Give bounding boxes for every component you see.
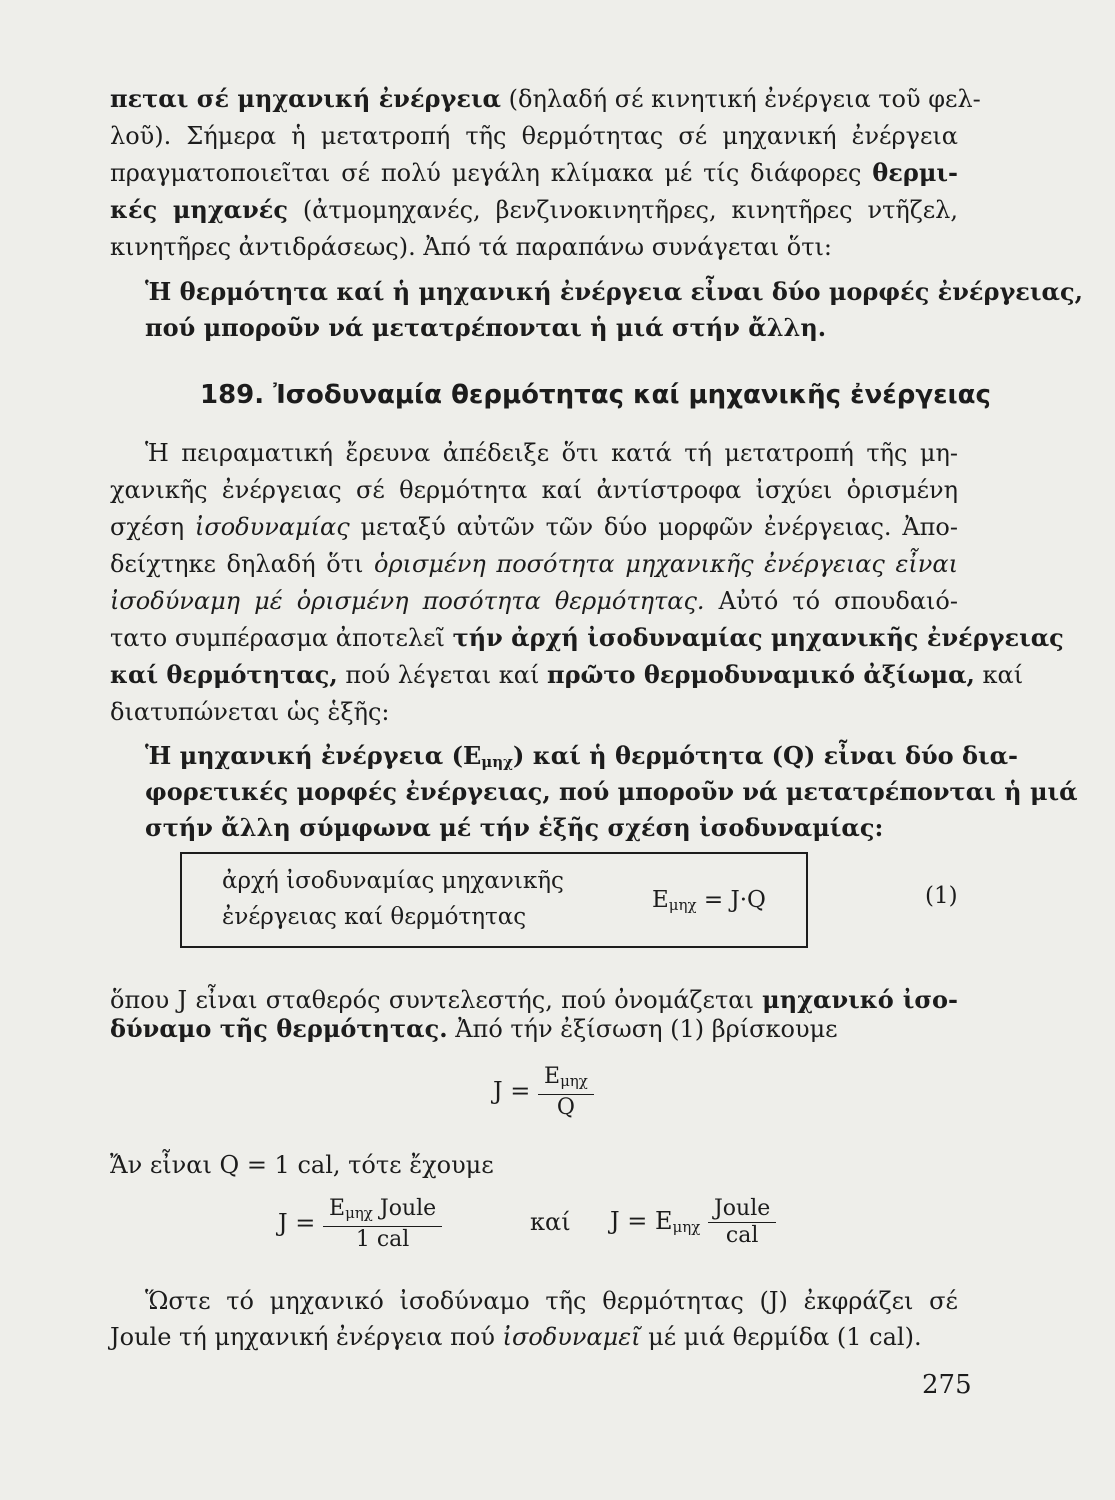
section-heading	[200, 378, 991, 412]
text-line	[110, 623, 1064, 653]
text-span: πραγματοποιεῖται σέ πολύ μεγάλη κλίμακα μέ τίς διάφορες	[110, 159, 873, 187]
subscript: μηχ	[345, 1204, 373, 1222]
text-span: (δηλαδή σέ κινητική ἐνέργεια τοῦ φελ-	[501, 85, 981, 113]
italic-term: ἰσοδυναμίας	[194, 513, 350, 541]
text-span: καί	[974, 661, 1024, 689]
equation	[493, 1064, 594, 1121]
text-span: Ἡ μηχανική ἐνέργεια (E	[145, 741, 482, 770]
principle-statement: φορετικές μορφές ἐνέργειας, πού μποροῦν νά μετατρέπονται ἡ μιά	[145, 777, 1078, 806]
text-line: Ἄν εἶναι Q = 1 cal, τότε ἔχουμε	[110, 1151, 494, 1179]
text-span: μέ μιά θερμίδα (1 cal).	[640, 1323, 922, 1351]
text-line	[110, 1014, 958, 1044]
text-line: κινητῆρες ἀντιδράσεως). Ἀπό τά παραπάνω συνάγεται ὅτι:	[110, 233, 833, 261]
text-line	[110, 586, 958, 616]
page-number: 275	[922, 1370, 972, 1400]
symbol: = J·Q	[696, 887, 766, 913]
principle-statement: Ἡ θερμότητα καί ἡ μηχανική ἐνέργεια εἶναι δύο μορφές ἐνέργειας,	[145, 277, 1083, 306]
equation-number: (1)	[925, 883, 958, 909]
symbol: J =	[493, 1077, 531, 1105]
principle-statement: πού μποροῦν νά μετατρέπονται ἡ μιά στήν ἄλλη.	[145, 313, 827, 342]
subscript: μηχ	[668, 896, 697, 914]
text-line: λοῦ). Σήμερα ἡ μετατροπή τῆς θερμότητας σέ μηχανική ἐνέργεια	[110, 122, 958, 150]
text-line: διατυπώνεται ὡς ἑξῆς:	[110, 698, 390, 726]
subscript: μηχ	[672, 1218, 701, 1236]
equation	[278, 1196, 442, 1253]
italic-term: ὁρισμένη ποσότητα μηχανικῆς ἐνέργειας εἶναι	[374, 550, 958, 578]
text-line	[110, 512, 958, 542]
text-span: πού λέγεται καί	[337, 661, 548, 689]
section-title: Ἰσοδυναμία θερμότητας καί μηχανικῆς ἐνέργειας	[273, 380, 991, 410]
bold-term: θερμι-	[872, 158, 958, 187]
text-span: ) καί ἡ θερμότητα (Q) εἶναι δύο δια-	[513, 741, 1019, 770]
text-span: τατο συμπέρασμα ἀποτελεῖ	[110, 624, 453, 652]
text-line: Ἡ πειραματική ἔρευνα ἀπέδειξε ὅτι κατά τή μετατροπή τῆς μη-	[145, 439, 958, 467]
fraction	[708, 1196, 776, 1249]
denominator: Q	[556, 1095, 575, 1120]
text-line	[110, 1322, 958, 1352]
text-span: Ἀπό τήν ἐξίσωση (1) βρίσκουμε	[447, 1015, 838, 1043]
bold-term: τήν ἀρχή ἰσοδυναμίας μηχανικῆς ἐνέργειας	[452, 623, 1064, 652]
italic-term: ἰσοδυναμεῖ	[502, 1323, 641, 1351]
symbol: E	[329, 1196, 346, 1221]
bold-term: μηχανικό ἰσο-	[762, 985, 958, 1014]
section-number: 189.	[200, 380, 265, 410]
numerator: Joule	[708, 1196, 776, 1223]
numerator	[538, 1064, 594, 1095]
box-caption: ἀρχή ἰσοδυναμίας μηχανικῆς	[222, 868, 564, 894]
formula	[652, 887, 766, 914]
bold-term: κές μηχανές	[110, 195, 288, 224]
equation	[610, 1196, 776, 1249]
text-span: Αὐτό τό σπουδαιό-	[704, 587, 958, 615]
text-line	[110, 84, 981, 114]
subscript: μηχ	[560, 1072, 588, 1090]
text-line	[110, 158, 958, 188]
symbol: J =	[278, 1209, 316, 1237]
text-line	[110, 660, 1024, 690]
subscript: μηχ	[481, 753, 514, 771]
symbol: E	[544, 1064, 561, 1089]
fraction	[323, 1196, 442, 1253]
principle-statement: στήν ἄλλη σύμφωνα μέ τήν ἑξῆς σχέση ἰσοδυναμίας:	[145, 813, 884, 842]
formula-box	[180, 852, 808, 948]
bold-term: πεται σέ μηχανική ἐνέργεια	[110, 84, 502, 113]
text-span: σχέση	[110, 513, 195, 541]
text-line	[110, 195, 958, 225]
italic-term: ἰσοδύναμη μέ ὁρισμένη ποσότητα θερμότητας.	[110, 587, 705, 615]
numerator	[323, 1196, 442, 1227]
text-line: χανικῆς ἐνέργειας σέ θερμότητα καί ἀντίστροφα ἰσχύει ὁρισμένη	[110, 476, 958, 504]
bold-term: δύναμο τῆς θερμότητας.	[110, 1014, 448, 1043]
fraction	[538, 1064, 594, 1121]
denominator: 1 cal	[355, 1227, 410, 1252]
conjunction: καί	[530, 1208, 571, 1236]
denominator: cal	[725, 1223, 759, 1248]
principle-statement	[145, 741, 1019, 777]
unit: Joule	[372, 1196, 437, 1221]
bold-term: πρῶτο θερμοδυναμικό ἀξίωμα,	[547, 660, 975, 689]
symbol: E	[652, 887, 669, 913]
text-span: (ἀτμομηχανές, βενζινοκινητῆρες, κινητῆρες ντῆζελ,	[287, 196, 959, 224]
text-span: μεταξύ αὐτῶν τῶν δύο μορφῶν ἐνέργειας. Ἀπο-	[349, 513, 958, 541]
text-line: Ὥστε τό μηχανικό ἰσοδύναμο τῆς θερμότητας (J) ἐκφράζει σέ	[145, 1287, 958, 1315]
text-line	[110, 549, 958, 579]
bold-term: καί θερμότητας,	[110, 660, 338, 689]
symbol: J = E	[610, 1207, 673, 1235]
text-line	[110, 985, 958, 1015]
box-caption: ἐνέργειας καί θερμότητας	[222, 904, 527, 930]
text-span: δείχτηκε δηλαδή ὅτι	[110, 550, 374, 578]
text-span: ὅπου J εἶναι σταθερός συντελεστής, πού ὀνομάζεται	[110, 986, 763, 1014]
text-span: Joule τή μηχανική ἐνέργεια πού	[110, 1323, 503, 1351]
